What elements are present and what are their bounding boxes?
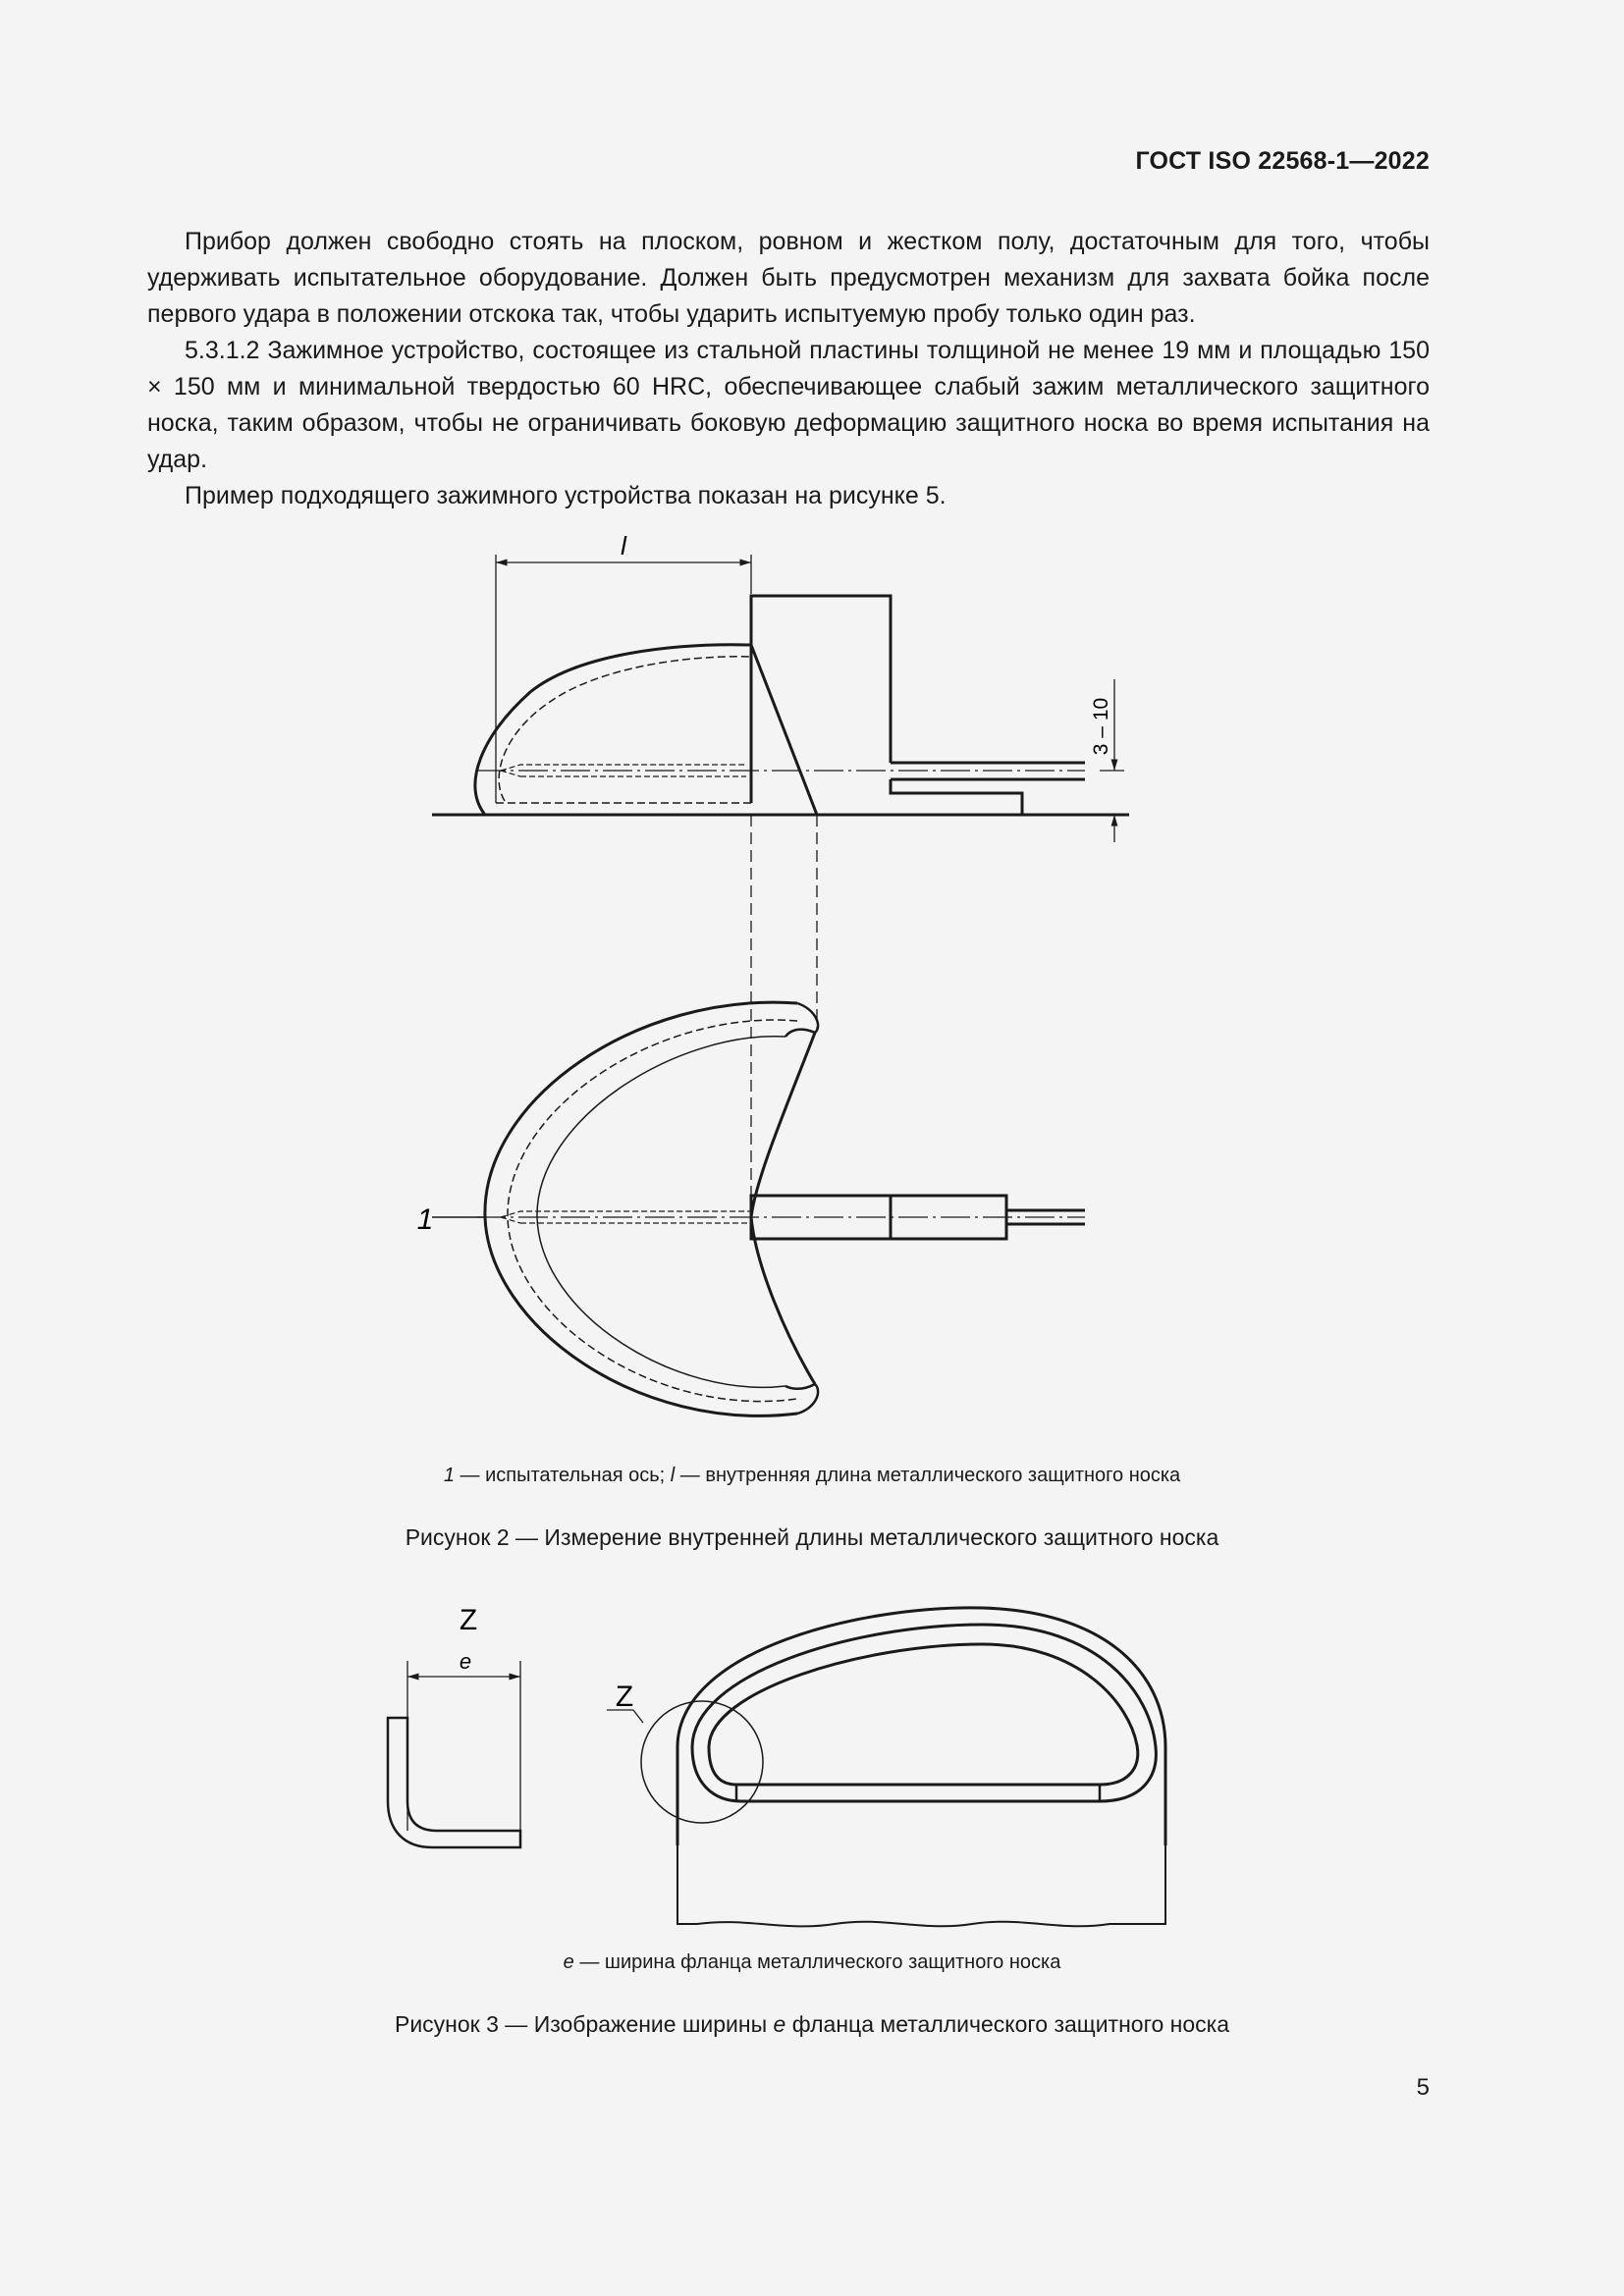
legend-text: — ширина фланца металлического защитного носка [573,1951,1061,1973]
legend-text: — внутренняя длина металлического защитного носка [675,1465,1181,1486]
legend-text: — испытательная ось; [454,1465,671,1486]
legend-key: e [563,1951,574,1973]
page-number: 5 [1416,2074,1430,2101]
figure-2-drawing [0,530,1624,1453]
dimension-label-l: l [621,531,626,561]
document-header: ГОСТ ISO 22568-1—2022 [1135,147,1430,175]
paragraph: Пример подходящего зажимного устройства показан на рисунке 5. [185,482,947,509]
paragraph: 5.3.1.2 Зажимное устройство, состоящее из стальной пластины толщиной не менее 19 мм и площадью 150 × 150 мм и минимальной твердостью 60 HRC, обеспечивающее слабый зажим металлического защитного носка, таким образом, чтобы не ограничивать боковую деформацию защитного носка во время испытания на удар. [147,337,1430,473]
main-z-label: Z [615,1681,634,1713]
dimension-label-e: e [459,1649,472,1674]
figure-2-legend [0,1465,1624,1487]
figure-2-caption: Рисунок 2 — Измерение внутренней длины металлического защитного носка [405,1524,1219,1550]
caption-text: Рисунок 3 — Изображение ширины [394,2011,774,2037]
paragraph: Прибор должен свободно стоять на плоском, ровном и жестком полу, достаточным для того, чтобы удерживать испытательное оборудование. Должен быть предусмотрен механизм для захвата бойка после первого удара в положении отскока так, чтобы ударить испытуемую пробу только один раз. [147,228,1430,328]
figure-3-drawing [0,1590,1624,1963]
figure-3-caption [0,2011,1624,2038]
legend-key: 1 [443,1465,455,1486]
detail-z-label: Z [459,1604,478,1636]
figure-3-legend [0,1951,1624,1974]
dimension-label-3-10: 3 – 10 [1090,697,1112,756]
caption-text: фланца металлического защитного носка [785,2011,1230,2037]
caption-symbol: e [773,2011,786,2037]
test-axis-label: 1 [416,1203,434,1236]
legend-key: l [670,1465,676,1486]
body-text [147,224,1430,514]
